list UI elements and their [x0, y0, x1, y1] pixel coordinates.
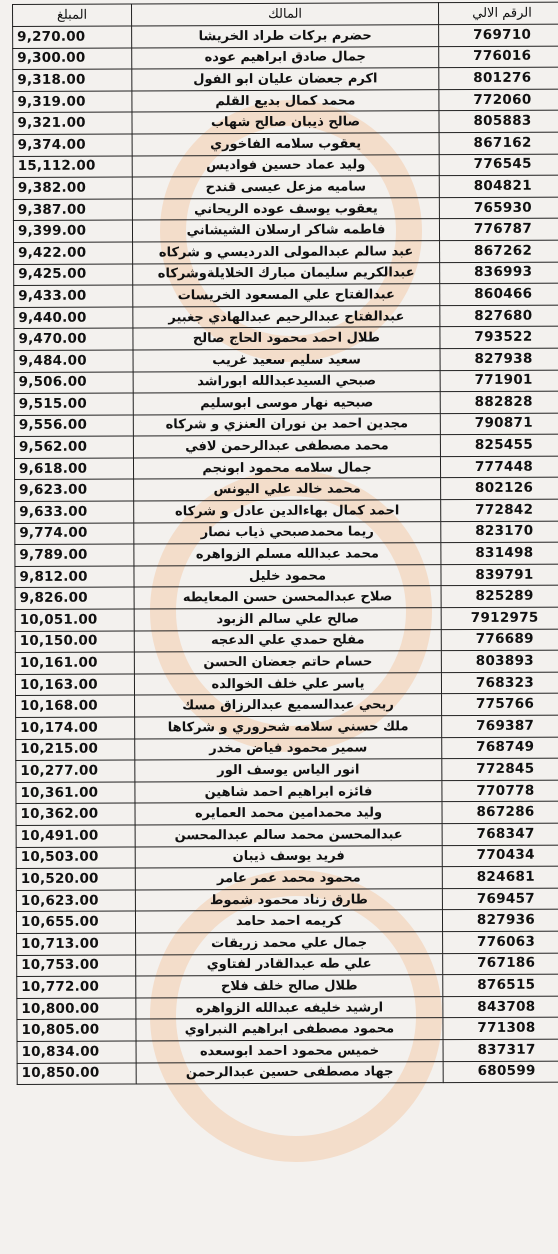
row-number: 803893	[441, 650, 558, 672]
row-amount: 10,174.00	[16, 717, 135, 739]
row-number: 790871	[440, 413, 558, 435]
row-number: 769457	[442, 888, 558, 910]
table-row	[15, 586, 558, 610]
row-owner: صالح ذيبان صالح شهاب	[132, 111, 439, 134]
row-amount: 9,556.00	[14, 415, 133, 437]
row-amount: 10,163.00	[15, 674, 134, 696]
row-owner: عبدالفتاح علي المسعود الخريسات	[133, 284, 440, 307]
row-owner: سمير محمود فياض مخدر	[135, 737, 442, 760]
row-owner: جمال سلامه محمود ابونجم	[133, 457, 440, 480]
table-row	[13, 218, 558, 242]
row-owner: ربحي عبدالسميع عبدالرزاق مسك	[135, 694, 442, 717]
row-owner: صلاح عبدالمحسن حسن المعايطه	[134, 586, 441, 609]
row-amount: 10,753.00	[17, 955, 136, 977]
row-owner: صالح علي سالم الزبود	[134, 608, 441, 631]
row-owner: صبحيه نهار موسى ابوسليم	[133, 392, 440, 415]
row-amount: 9,300.00	[13, 48, 132, 70]
table-row	[13, 46, 558, 70]
row-owner: طلال احمد محمود الحاج صالح	[133, 327, 440, 350]
row-number: 882828	[440, 391, 558, 413]
row-number: 823170	[441, 521, 558, 543]
row-owner: احمد كمال بهاءالدين عادل و شركاه	[134, 500, 441, 523]
owners-table	[12, 2, 558, 1086]
row-amount: 10,168.00	[16, 695, 135, 717]
table-row	[17, 931, 558, 955]
row-number: 7912975	[441, 607, 558, 629]
row-number: 771901	[440, 370, 558, 392]
table-row	[14, 262, 558, 286]
row-owner: وليد عماد حسين فواديس	[132, 154, 439, 177]
row-owner: وليد محمدامين محمد العمايره	[135, 802, 442, 825]
row-amount: 10,655.00	[16, 911, 135, 933]
row-amount: 9,422.00	[14, 242, 133, 264]
row-owner: فاطمه شاكر ارسلان الشيشاني	[132, 219, 439, 242]
row-owner: ريما محمدصبحي ذياب نصار	[134, 521, 441, 544]
table-row	[14, 370, 558, 394]
row-amount: 9,562.00	[14, 436, 133, 458]
row-owner: طلال صالح خلف فلاح	[136, 975, 443, 998]
row-owner: محمد خالد علي اليونس	[134, 478, 441, 501]
row-amount: 10,623.00	[16, 890, 135, 912]
row-number: 770778	[442, 780, 558, 802]
row-owner: سعيد سليم سعيد غريب	[133, 349, 440, 372]
row-amount: 9,618.00	[14, 458, 133, 480]
row-number: 772060	[439, 89, 558, 111]
row-amount: 9,515.00	[14, 393, 133, 415]
row-number: 867262	[440, 240, 558, 262]
row-amount: 10,361.00	[16, 782, 135, 804]
row-amount: 10,713.00	[17, 933, 136, 955]
row-owner: فريد يوسف ذيبان	[135, 845, 442, 868]
row-number: 768347	[442, 823, 558, 845]
table-row	[16, 758, 558, 782]
row-number: 801276	[439, 67, 558, 89]
row-amount: 10,277.00	[16, 760, 135, 782]
row-amount: 9,270.00	[13, 26, 132, 48]
table-row	[15, 564, 558, 588]
row-number: 860466	[440, 283, 558, 305]
row-number: 765930	[439, 197, 558, 219]
table-row	[16, 737, 558, 761]
row-amount: 9,387.00	[13, 199, 132, 221]
row-number: 775766	[442, 693, 558, 715]
table-row	[16, 909, 558, 933]
row-owner: عبد سالم عبدالمولى الدرديسي و شركاه	[133, 241, 440, 264]
header-number: الرقم الالي	[438, 2, 558, 25]
row-owner: ارشيد خليفه عبدالله الزواهره	[136, 996, 443, 1019]
row-number: 867162	[439, 132, 558, 154]
row-number: 804821	[439, 175, 558, 197]
row-amount: 9,506.00	[14, 371, 133, 393]
row-number: 769387	[442, 715, 558, 737]
table-row	[13, 197, 558, 221]
row-number: 771308	[443, 1017, 558, 1039]
row-number: 843708	[443, 996, 558, 1018]
row-amount: 9,623.00	[15, 479, 134, 501]
row-number: 767186	[443, 953, 558, 975]
row-number: 867286	[442, 801, 558, 823]
row-amount: 9,812.00	[15, 566, 134, 588]
row-amount: 9,470.00	[14, 328, 133, 350]
row-owner: ياسر علي خلف الخوالده	[134, 672, 441, 695]
table-row	[17, 974, 558, 998]
table-row	[15, 607, 558, 631]
row-number: 805883	[439, 110, 558, 132]
row-number: 770434	[442, 845, 558, 867]
row-amount: 9,425.00	[14, 264, 133, 286]
row-owner: جمال علي محمد زريقات	[136, 932, 443, 955]
row-amount: 9,440.00	[14, 307, 133, 329]
row-number: 776016	[439, 46, 558, 68]
row-amount: 10,805.00	[17, 1019, 136, 1041]
row-number: 777448	[440, 456, 558, 478]
table-row	[17, 1061, 558, 1085]
row-owner: محمد عبدالله مسلم الزواهره	[134, 543, 441, 566]
table-header-row	[13, 2, 558, 26]
row-number: 680599	[443, 1061, 558, 1083]
row-amount: 10,850.00	[17, 1062, 136, 1084]
row-amount: 9,633.00	[15, 501, 134, 523]
table-row	[15, 542, 558, 566]
row-number: 827680	[440, 305, 558, 327]
row-amount: 10,491.00	[16, 825, 135, 847]
row-amount: 9,826.00	[15, 587, 134, 609]
table-row	[16, 866, 558, 890]
row-owner: مفلح حمدي علي الدعجه	[134, 629, 441, 652]
row-amount: 9,789.00	[15, 544, 134, 566]
row-number: 793522	[440, 326, 558, 348]
row-amount: 10,834.00	[17, 1041, 136, 1063]
table-row	[14, 240, 558, 264]
row-owner: محمود خليل	[134, 564, 441, 587]
row-amount: 10,215.00	[16, 739, 135, 761]
row-number: 772845	[442, 758, 558, 780]
row-owner: علي طه عبدالقادر لفتاوي	[136, 953, 443, 976]
row-amount: 9,321.00	[13, 112, 132, 134]
table-row	[14, 391, 558, 415]
row-amount: 9,382.00	[13, 177, 132, 199]
row-number: 768749	[442, 737, 558, 759]
table-row	[15, 521, 558, 545]
table-body	[13, 24, 558, 1084]
row-amount: 9,374.00	[13, 134, 132, 156]
row-owner: ساميه مزعل عيسى قندح	[132, 176, 439, 199]
row-owner: كريمه احمد حامد	[135, 910, 442, 933]
row-amount: 15,112.00	[13, 156, 132, 178]
row-number: 876515	[443, 974, 558, 996]
row-owner: انور الياس يوسف الور	[135, 759, 442, 782]
row-owner: جمال صادق ابراهيم عوده	[132, 46, 439, 69]
table-row	[14, 413, 558, 437]
table-row	[14, 326, 558, 350]
row-owner: يعقوب يوسف عوده الريحاني	[132, 197, 439, 220]
table-row	[15, 672, 558, 696]
row-number: 837317	[443, 1039, 558, 1061]
table-row	[14, 283, 558, 307]
table-row	[17, 1017, 558, 1041]
row-number: 768323	[441, 672, 558, 694]
table-row	[14, 348, 558, 372]
header-owner: المالك	[132, 3, 439, 26]
table-row	[13, 175, 558, 199]
row-number: 776063	[443, 931, 558, 953]
row-owner: ملك حسني سلامه شحروري و شركاها	[135, 716, 442, 739]
row-amount: 9,319.00	[13, 91, 132, 113]
row-owner: خميس محمود احمد ابوسعده	[136, 1040, 443, 1063]
row-owner: طارق زناد محمود شموط	[135, 888, 442, 911]
row-amount: 10,520.00	[16, 868, 135, 890]
row-owner: عبدالمحسن محمد سالم عبدالمحسن	[135, 824, 442, 847]
row-owner: عبدالفتاح عبدالرحيم عبدالهادي جغبير	[133, 305, 440, 328]
row-amount: 9,484.00	[14, 350, 133, 372]
table-row	[16, 845, 558, 869]
row-amount: 10,503.00	[16, 847, 135, 869]
table-row	[16, 801, 558, 825]
row-amount: 9,399.00	[13, 220, 132, 242]
row-number: 802126	[441, 478, 558, 500]
row-owner: فائزه ابراهيم احمد شاهين	[135, 780, 442, 803]
row-amount: 10,150.00	[15, 631, 134, 653]
table-row	[15, 478, 558, 502]
table-row	[13, 132, 558, 156]
table-row	[15, 629, 558, 653]
row-owner: صبحي السيدعبدالله ابوراشد	[133, 370, 440, 393]
table-row	[17, 996, 558, 1020]
row-number: 776689	[441, 629, 558, 651]
row-owner: محمود محمد عمر عامر	[135, 867, 442, 890]
row-owner: محمد مصطفى عبدالرحمن لافي	[133, 435, 440, 458]
row-owner: محمود مصطفى ابراهيم النبراوي	[136, 1018, 443, 1041]
table-row	[13, 24, 558, 48]
row-owner: حضرم بركات طراد الخريشا	[132, 25, 439, 48]
row-amount: 9,433.00	[14, 285, 133, 307]
table-row	[16, 715, 558, 739]
row-number: 825289	[441, 586, 558, 608]
row-owner: حسام حاتم جعضان الحسن	[134, 651, 441, 674]
table-row	[13, 67, 558, 91]
table-row	[15, 499, 558, 523]
row-owner: عبدالكريم سليمان مبارك الخلايلةوشركاه	[133, 262, 440, 285]
row-number: 772842	[441, 499, 558, 521]
table-row	[13, 89, 558, 113]
owners-sheet	[12, 2, 555, 1085]
row-number: 769710	[439, 24, 558, 46]
header-amount: المبلغ	[13, 4, 132, 27]
row-amount: 10,161.00	[15, 652, 134, 674]
table-row	[14, 456, 558, 480]
row-amount: 10,362.00	[16, 803, 135, 825]
table-row	[17, 953, 558, 977]
table-row	[16, 888, 558, 912]
table-row	[17, 1039, 558, 1063]
table-row	[13, 110, 558, 134]
row-number: 839791	[441, 564, 558, 586]
row-owner: محمد كمال بديع القلم	[132, 89, 439, 112]
row-owner: مجدين احمد بن نوران العنزي و شركاه	[133, 413, 440, 436]
row-amount: 10,772.00	[17, 976, 136, 998]
table-row	[16, 823, 558, 847]
table-row	[14, 434, 558, 458]
table-row	[14, 305, 558, 329]
row-owner: جهاد مصطفى حسين عبدالرحمن	[136, 1061, 443, 1084]
row-number: 825455	[440, 434, 558, 456]
row-amount: 9,774.00	[15, 523, 134, 545]
row-amount: 9,318.00	[13, 69, 132, 91]
table-row	[15, 650, 558, 674]
row-owner: يعقوب سلامه الفاخوري	[132, 133, 439, 156]
row-number: 836993	[440, 262, 558, 284]
row-number: 827936	[442, 909, 558, 931]
row-number: 827938	[440, 348, 558, 370]
row-number: 776545	[439, 154, 558, 176]
table-row	[16, 693, 558, 717]
table-row	[13, 154, 558, 178]
row-amount: 10,051.00	[15, 609, 134, 631]
row-number: 824681	[442, 866, 558, 888]
table-row	[16, 780, 558, 804]
row-number: 776787	[439, 218, 558, 240]
row-owner: اكرم جعضان عليان ابو الفول	[132, 68, 439, 91]
row-amount: 10,800.00	[17, 998, 136, 1020]
row-number: 831498	[441, 542, 558, 564]
